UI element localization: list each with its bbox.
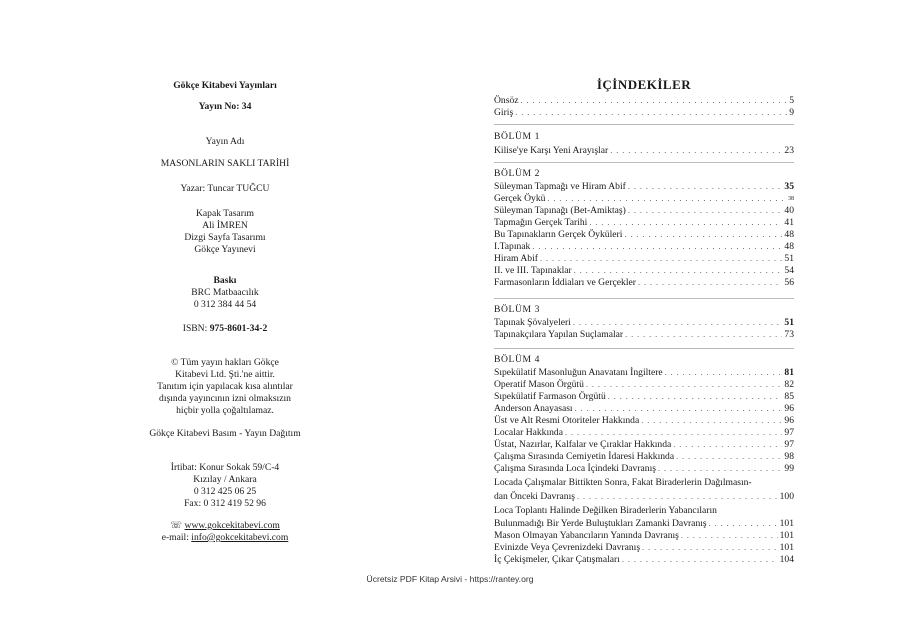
rights-line: Kitabevi Ltd. Şti.'ne aittir. xyxy=(175,369,275,380)
contact-address: İrtibat: Konur Sokak 59/C-4 xyxy=(170,462,280,473)
phone-icon: ☏ xyxy=(170,520,183,531)
printer-name: BRC Matbaacılık xyxy=(191,287,259,298)
toc-entry[interactable]: Giriş . . . 9 xyxy=(494,107,794,119)
toc-entry[interactable]: Üst ve Alt Resmi Otoriteler Hakkında . . . 96 xyxy=(494,415,794,427)
toc-entry[interactable]: Tapınakçılara Yapılan Suçlamalar . . . 73 xyxy=(494,329,794,341)
toc-entry[interactable]: Sıpekülatif Farmason Örgütü . . . 85 xyxy=(494,391,794,403)
print-label: Baskı xyxy=(213,275,237,286)
isbn-value: 975-8601-34-2 xyxy=(209,323,268,334)
rights-line: hiçbir yolla çoğaltılamaz. xyxy=(176,405,274,416)
toc-entry[interactable]: Anderson Anayasası . . . 96 xyxy=(494,403,794,415)
toc-entry[interactable]: Çalışma Sırasında Loca İçindeki Davranış . . . 99 xyxy=(494,463,794,475)
cover-label: Kapak Tasarım xyxy=(195,208,255,219)
publisher-name: Gökçe Kitabevi Yayınları xyxy=(173,80,277,91)
toc-entry[interactable]: Evinizde Veya Çevrenizdeki Davranış . . . 101 xyxy=(494,542,794,554)
section-heading: BÖLÜM 3 xyxy=(494,304,541,315)
section-heading: BÖLÜM 4 xyxy=(494,354,541,365)
toc-entry[interactable]: Üstat, Nazırlar, Kalfalar ve Çıraklar Hakkında . . . 97 xyxy=(494,439,794,451)
section-divider xyxy=(494,162,794,163)
rights-line: © Tüm yayın hakları Gökçe xyxy=(171,357,279,368)
section-heading: BÖLÜM 1 xyxy=(494,131,541,142)
toc-entry[interactable]: dan Önceki Davranış . . . 100 xyxy=(494,491,794,503)
rights-line: dışında yayıncının izni olmaksızın xyxy=(159,393,291,404)
section-heading: BÖLÜM 2 xyxy=(494,168,541,179)
toc-entry[interactable]: Mason Olmayan Yabancıların Yanında Davranış . . . 101 xyxy=(494,530,794,542)
cover-designer: Ali İMREN xyxy=(202,220,248,231)
toc-entry[interactable]: Localar Hakkında . . . 97 xyxy=(494,427,794,439)
toc-entry[interactable]: Farmasonların İddiaları ve Gerçekler . . . 56 xyxy=(494,277,794,289)
email-label: e-mail: xyxy=(161,532,189,543)
toc-entry[interactable]: Süleyman Tapmağı ve Hiram Abif . . . 35 xyxy=(494,181,794,193)
footer-credit: Ücretsiz PDF Kitap Arsivi - https://rantey.org xyxy=(366,574,534,584)
toc-entry[interactable]: Hiram Abif . . . 51 xyxy=(494,253,794,265)
title-label: Yayın Adı xyxy=(205,136,245,147)
book-title: MASONLARIN SAKLI TARİHİ xyxy=(160,158,290,169)
email-line xyxy=(100,532,350,544)
section-divider xyxy=(494,298,794,299)
toc-entry[interactable]: II. ve III. Tapınaklar . . . 54 xyxy=(494,265,794,277)
rights-line: Tanıtım için yapılacak kısa alıntılar xyxy=(157,381,293,392)
toc-entry[interactable]: Operatif Mason Örgütü . . . 82 xyxy=(494,379,794,391)
toc-entry[interactable]: Bu Tapınakların Gerçek Öyküleri . . . 48 xyxy=(494,229,794,241)
toc-entry[interactable]: Sıpekülatif Masonluğun Anavatanı İngiltere . . . 81 xyxy=(494,367,794,379)
toc-entry[interactable]: Tapınak Şövalyeleri . . . 51 xyxy=(494,317,794,329)
layout-label: Dizgi Sayfa Tasarımı xyxy=(184,232,266,243)
toc-entry[interactable]: I.Tapınak . . . 48 xyxy=(494,241,794,253)
toc-entry[interactable]: Gerçek Öykü . . . 38 xyxy=(494,193,794,205)
email-link[interactable]: info@gokcekitabevi.com xyxy=(191,532,289,543)
printer-phone: 0 312 384 44 54 xyxy=(193,299,257,310)
section-divider xyxy=(494,348,794,349)
website-link[interactable]: www.gokcekitabevi.com xyxy=(184,520,280,531)
toc-title: İÇİNDEKİLER xyxy=(596,77,692,92)
layout-designer: Gökçe Yayınevi xyxy=(194,244,256,255)
contact-fax: Fax: 0 312 419 52 96 xyxy=(184,498,266,509)
toc-entry[interactable]: Önsöz . . . 5 xyxy=(494,95,794,107)
isbn-line xyxy=(100,323,350,335)
contact-city: Kızılay / Ankara xyxy=(193,474,257,485)
isbn-label: ISBN: xyxy=(182,323,208,334)
toc-entry[interactable]: Çalışma Sırasında Cemiyetin İdaresi Hakkında . . . 98 xyxy=(494,451,794,463)
website-line xyxy=(100,520,350,532)
toc-entry[interactable]: Süleyman Tapınağı (Bet-Amiktaş) . . . 40 xyxy=(494,205,794,217)
author-line: Yazar: Tuncar TUĞCU xyxy=(180,183,270,194)
toc-entry[interactable]: Tapmağın Gerçek Tarihi . . . 41 xyxy=(494,217,794,229)
distribution-line: Gökçe Kitabevi Basım - Yayın Dağıtım xyxy=(149,428,301,439)
publication-number: Yayın No: 34 xyxy=(198,101,252,112)
toc-entry[interactable]: İç Çekişmeler, Çıkar Çatışmaları . . . 104 xyxy=(494,554,794,566)
contact-phone: 0 312 425 06 25 xyxy=(193,486,257,497)
toc-entry[interactable]: Kilise'ye Karşı Yeni Arayışlar . . . 23 xyxy=(494,145,794,157)
toc-entry-line[interactable]: Locada Çalışmalar Bittikten Sonra, Fakat Biraderlerin Dağılmasın- xyxy=(494,477,752,488)
section-divider xyxy=(494,124,794,125)
toc-entry-line[interactable]: Loca Toplantı Halinde Değilken Biraderlerin Yabancıların xyxy=(494,505,717,516)
toc-entry[interactable]: Bulunmadığı Bir Yerde Buluştukları Zamanki Davranış . . . 101 xyxy=(494,518,794,530)
